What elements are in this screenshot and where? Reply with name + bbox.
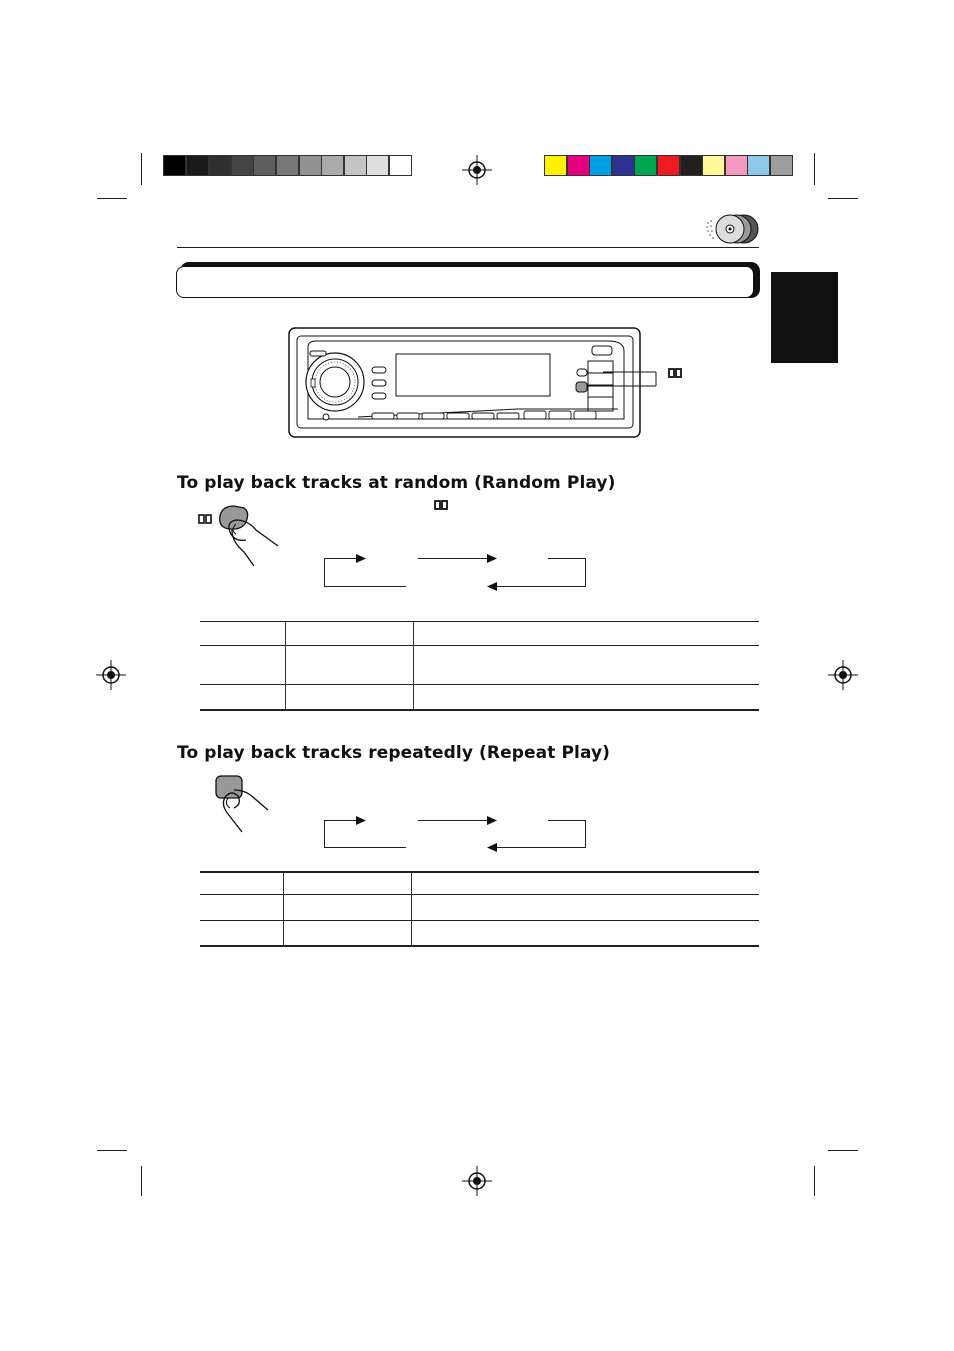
color-swatch	[208, 155, 231, 176]
color-swatch	[276, 155, 299, 176]
flow-line	[418, 558, 490, 559]
color-swatch	[389, 155, 412, 176]
table-rule	[200, 684, 759, 685]
color-swatch	[186, 155, 209, 176]
color-swatch	[321, 155, 344, 176]
color-swatch	[253, 155, 276, 176]
color-swatch	[163, 155, 186, 176]
flow-line	[324, 847, 406, 848]
color-swatch	[567, 155, 590, 176]
flow-line	[418, 820, 490, 821]
color-swatch	[299, 155, 322, 176]
crosshair-registration-icon	[828, 660, 858, 690]
crop-mark	[141, 153, 142, 185]
crosshair-registration-icon	[462, 155, 492, 185]
flow-line	[324, 558, 360, 559]
finger-press-icon	[196, 502, 286, 568]
arrow-right-icon	[487, 554, 497, 563]
table-column-divider	[413, 622, 414, 710]
title-banner-inner	[176, 266, 754, 298]
table-column-divider	[285, 622, 286, 710]
crosshair-registration-icon	[462, 1166, 492, 1196]
color-swatch	[366, 155, 389, 176]
crop-mark	[828, 1150, 858, 1151]
flow-line	[585, 820, 586, 848]
table-rule	[200, 645, 759, 646]
double-d-mark-icon	[669, 369, 681, 377]
table-column-divider	[411, 872, 412, 946]
car-stereo-panel-illustration	[288, 327, 688, 439]
flow-line	[585, 558, 586, 587]
color-swatch	[702, 155, 725, 176]
crop-mark	[97, 1150, 127, 1151]
cd-disc-icon	[704, 213, 760, 245]
flow-line	[548, 558, 586, 559]
flow-line	[324, 558, 325, 587]
arrow-right-icon	[356, 816, 366, 825]
finger-press-icon	[212, 774, 282, 836]
table-rule	[200, 621, 759, 622]
table-rule	[200, 709, 759, 711]
arrow-left-icon	[487, 843, 497, 852]
section-heading-repeat: To play back tracks repeatedly (Repeat Play)	[177, 743, 611, 763]
color-swatch	[344, 155, 367, 176]
color-swatch	[231, 155, 254, 176]
crop-mark	[97, 198, 127, 199]
arrow-right-icon	[487, 816, 497, 825]
color-swatch	[680, 155, 703, 176]
color-swatch	[747, 155, 770, 176]
flow-line	[496, 847, 586, 848]
crop-mark	[814, 1166, 815, 1196]
crop-mark	[814, 153, 815, 185]
color-swatch	[612, 155, 635, 176]
language-tab	[771, 272, 838, 363]
flow-line	[324, 820, 360, 821]
arrow-right-icon	[356, 554, 366, 563]
color-swatch	[634, 155, 657, 176]
crosshair-registration-icon	[96, 660, 126, 690]
flow-line	[496, 586, 586, 587]
arrow-left-icon	[487, 582, 497, 591]
table-column-divider	[283, 872, 284, 946]
crop-mark	[828, 198, 858, 199]
color-swatch	[770, 155, 793, 176]
color-swatch	[589, 155, 612, 176]
double-d-mark-icon	[434, 500, 450, 510]
crop-mark	[141, 1166, 142, 1196]
color-swatch	[544, 155, 567, 176]
section-heading-random: To play back tracks at random (Random Play)	[177, 473, 616, 493]
color-swatch	[725, 155, 748, 176]
flow-line	[324, 586, 406, 587]
color-swatch	[657, 155, 680, 176]
header-rule	[177, 247, 759, 248]
flow-line	[548, 820, 586, 821]
flow-line	[324, 820, 325, 848]
